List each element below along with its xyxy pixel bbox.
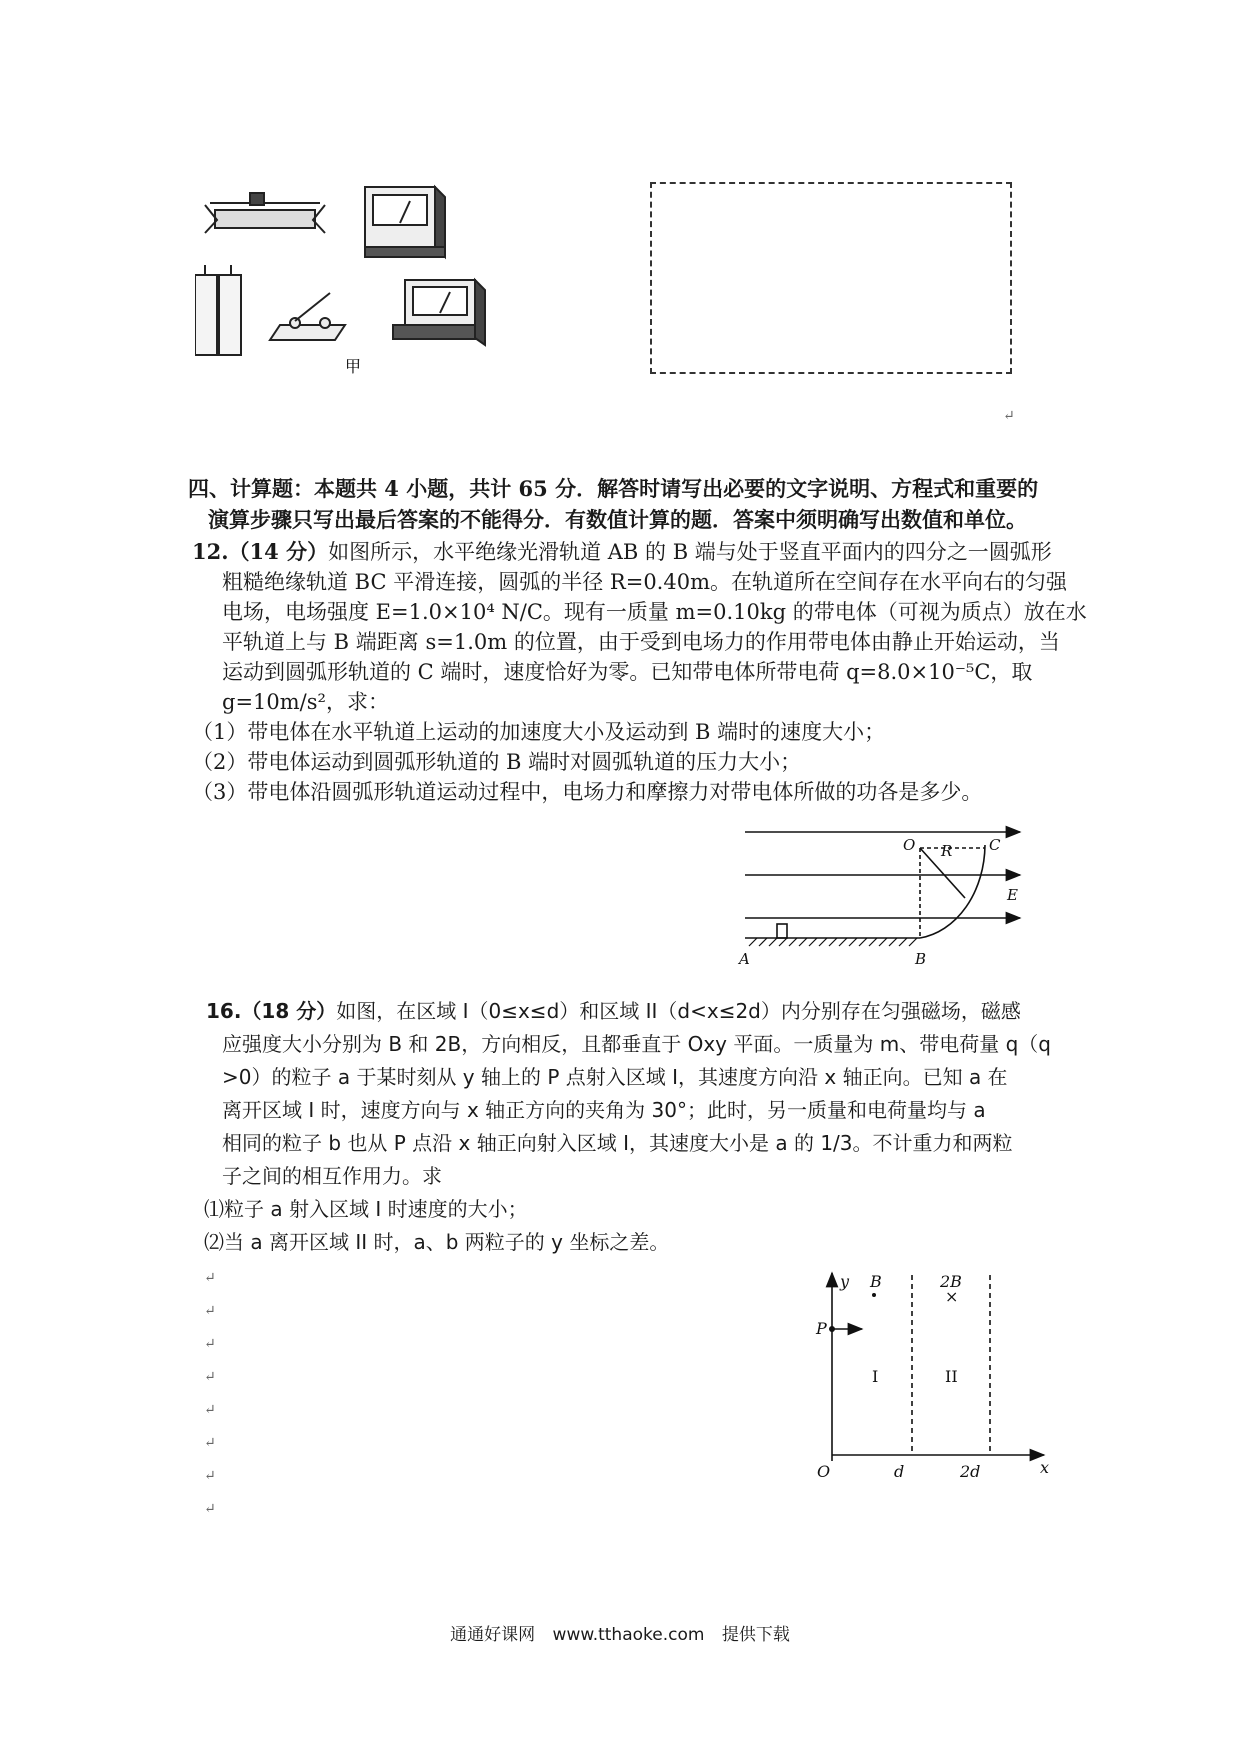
q16-first-line xyxy=(206,996,1021,1026)
q16-line: 离开区域 I 时，速度方向与 x 轴正方向的夹角为 30°；此时，另一质量和电荷量均与 a xyxy=(222,1098,986,1122)
section-heading: 四、计算题：本题共 4 小题，共计 65 分．解答时请写出必要的文字说明、方程式和重要的 xyxy=(188,476,1039,501)
point-p xyxy=(829,1326,835,1332)
q16-part-1: ⑴粒子 a 射入区域 I 时速度的大小； xyxy=(204,1197,528,1221)
q12-line: 电场，电场强度 E=1.0×10⁴ N/C。现有一质量 m=0.10kg 的带电体（可视为质点）放在水 xyxy=(222,600,1087,624)
q16-line: 应强度大小分别为 B 和 2B，方向相反，且都垂直于 Oxy 平面。一质量为 m、带电荷量 q（q xyxy=(222,1032,1051,1056)
section-heading-cont: 演算步骤只写出最后答案的不能得分．有数值计算的题．答案中须明确写出数值和单位。 xyxy=(208,507,1027,532)
footer-suffix: 提供下载 xyxy=(721,1625,790,1645)
q12-text: 如图所示，水平绝缘光滑轨道 AB 的 B 端与处于竖直平面内的四分之一圆弧形 xyxy=(328,540,1052,564)
label-r: R xyxy=(941,842,953,860)
label-region-1: I xyxy=(872,1367,879,1386)
q16-part-2: ⑵当 a 离开区域 II 时，a、b 两粒子的 y 坐标之差。 xyxy=(204,1230,670,1254)
q12-figure xyxy=(735,820,1035,970)
q16-line: 相同的粒子 b 也从 P 点沿 x 轴正向射入区域 I，其速度大小是 a 的 1/3。不计重力和两粒 xyxy=(222,1131,1013,1155)
charged-body xyxy=(777,924,787,938)
q12-line: 粗糙绝缘轨道 BC 平滑连接，圆弧的半径 R=0.40m。在轨道所在空间存在水平向右的匀强 xyxy=(222,570,1067,594)
q16-text: 如图，在区域 I（0≤x≤d）和区域 II（d<x≤2d）内分别存在匀强磁场，磁感 xyxy=(336,999,1021,1023)
q12-part-3: （3）带电体沿圆弧形轨道运动过程中，电场力和摩擦力对带电体所做的功各是多少。 xyxy=(192,780,983,804)
q16-line: 子之间的相互作用力。求 xyxy=(222,1164,442,1188)
q12-line: g=10m/s²，求： xyxy=(222,690,389,714)
label-c: C xyxy=(989,836,1001,854)
label-d: d xyxy=(894,1462,905,1481)
battery-icon xyxy=(195,265,241,355)
label-b: B xyxy=(870,1272,882,1291)
label-e: E xyxy=(1007,886,1018,904)
apparatus-figure xyxy=(195,165,535,415)
page-footer xyxy=(0,1620,1240,1645)
label-2b: 2B xyxy=(940,1272,962,1291)
q16-figure xyxy=(812,1265,1062,1485)
label-a: A xyxy=(739,950,750,968)
label-2d: 2d xyxy=(960,1462,981,1481)
label-region-2: II xyxy=(945,1367,958,1386)
label-x: x xyxy=(1040,1458,1050,1477)
label-origin: O xyxy=(817,1462,831,1481)
q12-first-line xyxy=(192,537,1052,567)
footer-site-name: 通通好课网 xyxy=(450,1625,536,1645)
rheostat-icon xyxy=(205,193,325,233)
q16-line: >0）的粒子 a 于某时刻从 y 轴上的 P 点射入区域 I，其速度方向沿 x 轴正向。已知 a 在 xyxy=(222,1065,1008,1089)
label-o: O xyxy=(903,836,916,854)
label-y: y xyxy=(840,1272,850,1291)
answer-box xyxy=(650,182,1012,374)
q16-label: 16.（18 分） xyxy=(206,999,337,1023)
q12-part-1: （1）带电体在水平轨道上运动的加速度大小及运动到 B 端时的速度大小； xyxy=(192,720,886,744)
meter-icon xyxy=(393,280,485,345)
figure-caption: 甲 xyxy=(345,357,362,376)
return-marks: ↵ ↵ ↵ ↵ ↵ ↵ ↵ ↵ xyxy=(204,1270,216,1517)
return-mark: ↵ xyxy=(1003,408,1015,424)
meter-icon xyxy=(365,187,445,257)
footer-url[interactable]: www.tthaoke.com xyxy=(552,1625,705,1645)
field-dot xyxy=(872,1293,876,1297)
q12-line: 运动到圆弧形轨道的 C 端时，速度恰好为零。已知带电体所带电荷 q=8.0×10⁻⁵C，取 xyxy=(222,660,1033,684)
label-p: P xyxy=(816,1319,827,1338)
q12-label: 12.（14 分） xyxy=(192,539,329,564)
label-b: B xyxy=(915,950,927,968)
switch-icon xyxy=(270,293,345,340)
q12-line: 平轨道上与 B 端距离 s=1.0m 的位置，由于受到电场力的作用带电体由静止开始运动，当 xyxy=(222,630,1060,654)
q12-part-2: （2）带电体运动到圆弧形轨道的 B 端时对圆弧轨道的压力大小； xyxy=(192,750,802,774)
cross-symbol: × xyxy=(945,1287,959,1306)
